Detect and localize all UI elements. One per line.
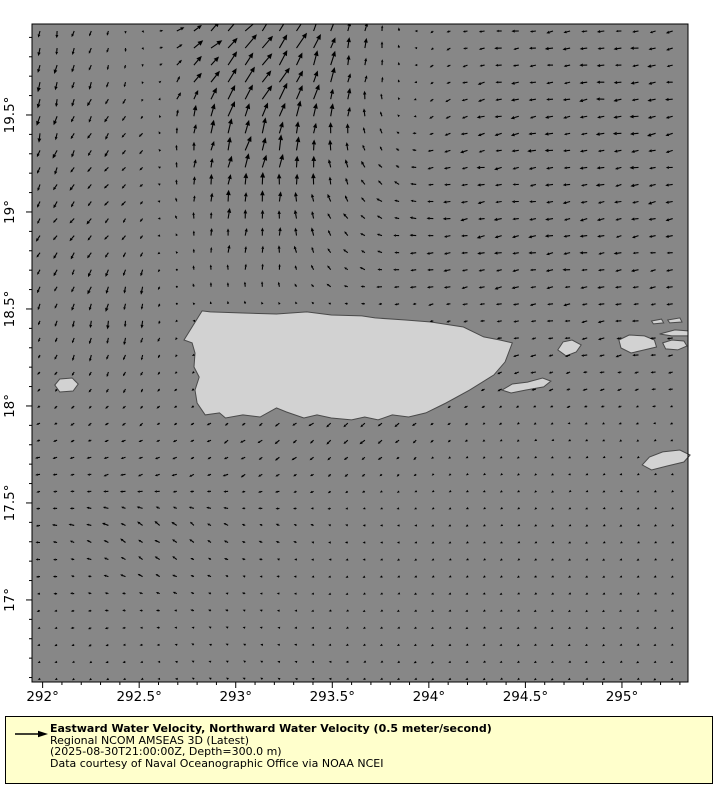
x-axis-tick-label: 292.5°	[116, 689, 162, 705]
y-axis-tick-label: 17°	[2, 587, 18, 612]
y-axis-labels	[2, 97, 18, 612]
y-axis-tick-label: 18.5°	[2, 290, 18, 328]
x-axis-tick-label: 293.5°	[309, 689, 355, 705]
legend-model: Regional NCOM AMSEAS 3D (Latest)	[50, 733, 249, 747]
velocity-arrow	[176, 286, 178, 288]
legend-box	[5, 716, 713, 784]
y-axis-tick-label: 19.5°	[2, 96, 18, 134]
legend-timestamp: (2025-08-30T21:00:00Z, Depth=300.0 m)	[50, 745, 282, 758]
legend-text	[50, 723, 712, 769]
x-axis-tick-label: 294°	[412, 689, 446, 705]
legend-credit: Data courtesy of Naval Oceanographic Office via NOAA NCEI	[50, 756, 384, 770]
x-axis-tick-label: 292°	[26, 689, 59, 705]
x-axis-tick-label: 294.5°	[502, 689, 549, 705]
y-axis-tick-label: 18°	[2, 393, 18, 418]
velocity-arrow	[176, 269, 178, 271]
y-axis-tick-label: 17.5°	[2, 484, 18, 522]
x-axis-tick-label: 295°	[605, 689, 639, 705]
velocity-arrow	[176, 303, 178, 305]
x-axis-labels	[26, 689, 638, 705]
y-axis-tick-label: 19°	[2, 200, 18, 224]
reference-arrow-icon	[14, 728, 52, 740]
legend-title: Eastward Water Velocity, Northward Water Velocity (0.5 meter/second)	[50, 722, 492, 735]
x-axis-tick-label: 293°	[219, 689, 252, 705]
